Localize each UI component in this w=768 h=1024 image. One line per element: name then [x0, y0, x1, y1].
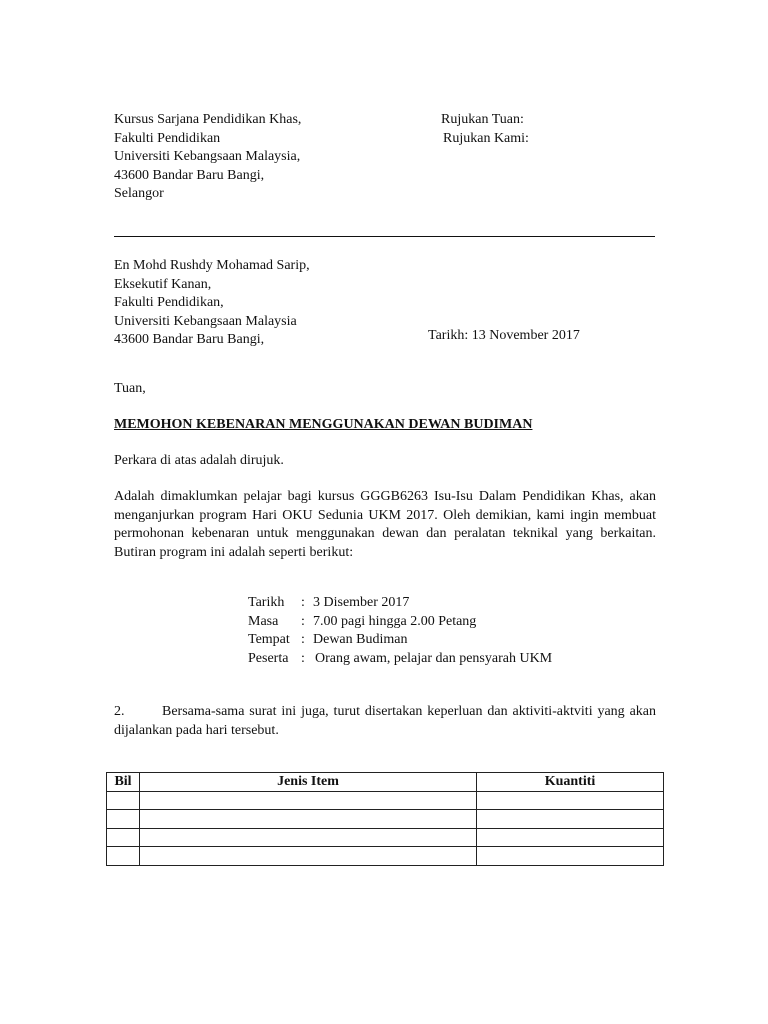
- header-divider: [114, 236, 655, 237]
- table-cell: [477, 828, 664, 847]
- table-cell: [140, 828, 477, 847]
- recipient-line: Eksekutif Kanan,: [114, 276, 212, 292]
- table-cell: [140, 791, 477, 810]
- letter-subject: MEMOHON KEBENARAN MENGGUNAKAN DEWAN BUDIMAN: [114, 417, 533, 432]
- table-cell: [107, 847, 140, 866]
- sender-line: Fakulti Pendidikan: [114, 130, 221, 146]
- table-row: [107, 828, 664, 847]
- table-cell: [107, 828, 140, 847]
- sender-address: [114, 111, 301, 204]
- detail-value: 3 Disember 2017: [313, 595, 410, 610]
- rujukan-tuan: Rujukan Tuan:: [441, 112, 524, 127]
- salutation: Tuan,: [114, 381, 146, 396]
- sender-line: 43600 Bandar Baru Bangi,: [114, 167, 265, 183]
- detail-value: Dewan Budiman: [313, 632, 408, 647]
- items-table: [106, 772, 664, 866]
- rujukan-kami: Rujukan Kami:: [443, 130, 529, 146]
- table-row: [107, 810, 664, 829]
- detail-colon: :: [301, 632, 305, 647]
- intro-paragraph: Perkara di atas adalah dirujuk.: [114, 453, 284, 468]
- table-cell: [477, 810, 664, 829]
- letter-date: Tarikh: 13 November 2017: [428, 328, 580, 343]
- column-header-kuantiti: Kuantiti: [477, 773, 664, 792]
- sender-line: Kursus Sarjana Pendidikan Khas,: [114, 112, 302, 127]
- table-cell: [477, 791, 664, 810]
- table-cell: [477, 847, 664, 866]
- column-header-bil: Bil: [107, 773, 140, 792]
- table-cell: [140, 810, 477, 829]
- detail-key: Tempat: [248, 632, 290, 647]
- sender-line: Selangor: [114, 186, 164, 201]
- sender-line: Universiti Kebangsaan Malaysia,: [114, 149, 301, 164]
- table-cell: [107, 791, 140, 810]
- reference-block: [441, 111, 529, 148]
- table-row: [107, 791, 664, 810]
- detail-key: Peserta: [248, 650, 289, 666]
- table-header-row: [107, 773, 664, 792]
- table-cell: [107, 810, 140, 829]
- recipient-line: Fakulti Pendidikan,: [114, 295, 224, 310]
- recipient-line: En Mohd Rushdy Mohamad Sarip,: [114, 258, 310, 273]
- body-paragraph-2: Bersama-sama surat ini juga, turut disertakan keperluan dan aktiviti-aktviti yang akan dijalankan pada hari tersebut.: [114, 704, 656, 738]
- recipient-line: Universiti Kebangsaan Malaysia: [114, 313, 297, 329]
- column-header-jenis-item: Jenis Item: [140, 773, 477, 792]
- table-row: [107, 847, 664, 866]
- detail-value: Orang awam, pelajar dan pensyarah UKM: [315, 650, 553, 666]
- paragraph-2-number: 2.: [114, 704, 125, 719]
- recipient-line: 43600 Bandar Baru Bangi,: [114, 332, 265, 347]
- detail-colon: :: [301, 650, 305, 666]
- detail-key: Tarikh: [248, 595, 285, 610]
- detail-colon: :: [301, 613, 305, 629]
- detail-key: Masa: [248, 613, 279, 629]
- detail-value: 7.00 pagi hingga 2.00 Petang: [313, 613, 477, 629]
- detail-colon: :: [301, 595, 305, 610]
- body-paragraph-1: Adalah dimaklumkan pelajar bagi kursus GGGB6263 Isu-Isu Dalam Pendidikan Khas, akan menganjurkan program Hari OKU Sedunia UKM 2017. Oleh demikian, kami ingin membuat permohonan kebenaran untuk menggunakan dewan dan peralatan teknikal yang berkaitan. Butiran program ini adalah seperti berikut:: [114, 489, 656, 560]
- recipient-address: [114, 257, 310, 350]
- table-cell: [140, 847, 477, 866]
